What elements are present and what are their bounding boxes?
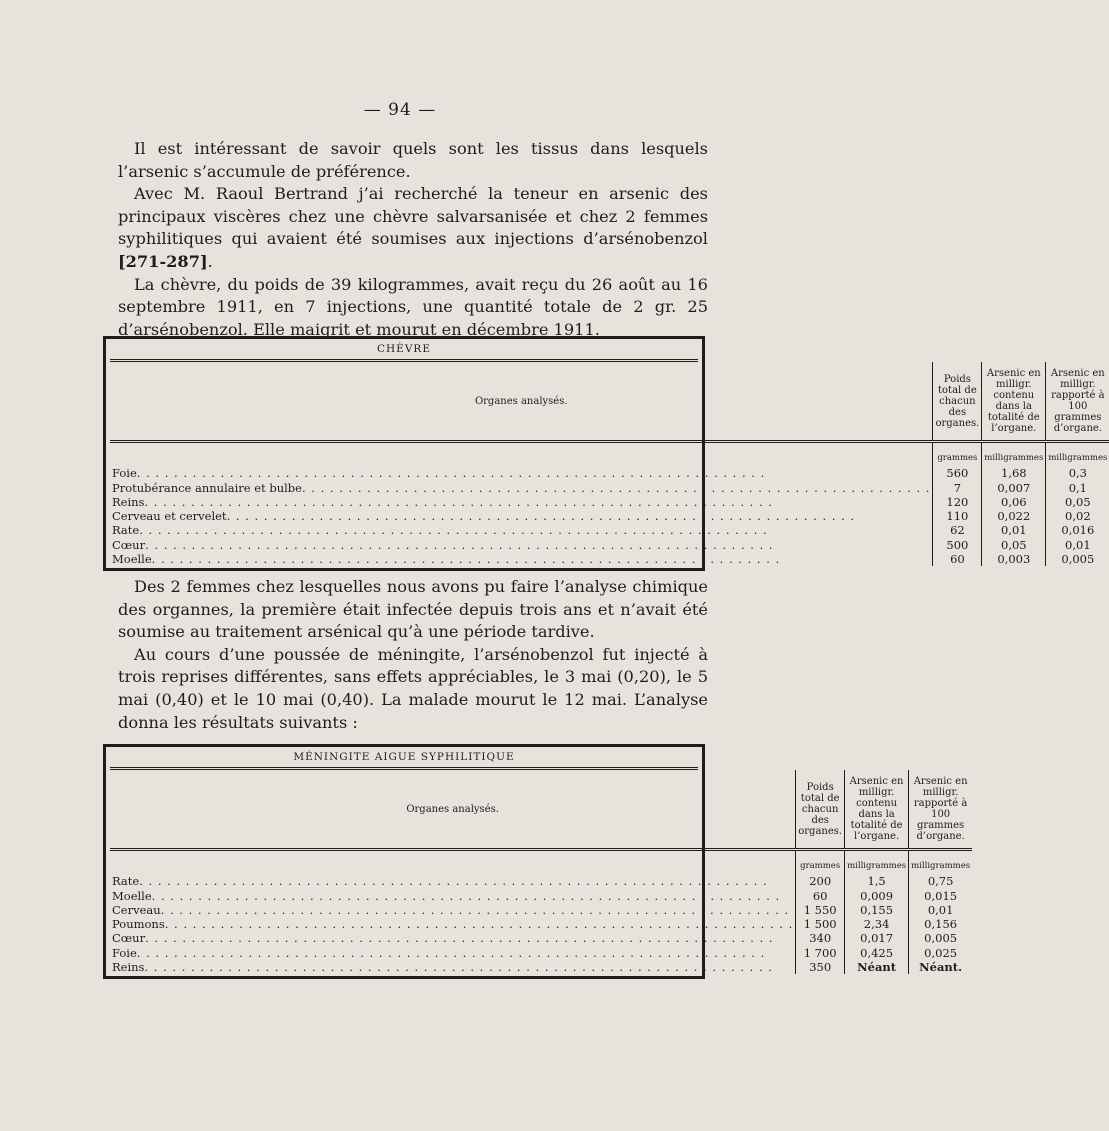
cell-arsenic-total: 0,05 <box>982 538 1046 552</box>
column-header: Organes analysés. <box>110 770 796 850</box>
organ-name: Cœur <box>112 931 146 946</box>
table-row <box>110 917 972 931</box>
cell-arsenic-total: 0,009 <box>845 889 909 903</box>
organ-name: Reins <box>112 494 145 509</box>
cell-arsenic-per-100g: 0,75 <box>909 874 973 888</box>
unit-label: milligrammes <box>845 850 909 875</box>
column-header: Arsenic en milligr. contenu dans la totalité de l’organe. <box>982 362 1046 442</box>
cell-arsenic-total: 1,5 <box>845 874 909 888</box>
cell-arsenic-per-100g: 0,016 <box>1046 523 1109 537</box>
organ-name: Poumons <box>112 917 165 932</box>
unit-label: milligrammes <box>1046 442 1109 467</box>
cell-arsenic-total: 0,003 <box>982 552 1046 566</box>
cell-arsenic-per-100g: 0,3 <box>1046 466 1109 480</box>
page-number: — 94 — <box>363 100 437 120</box>
organ-name: Cœur <box>112 537 146 552</box>
cell-weight: 120 <box>933 495 982 509</box>
table-row <box>110 466 1109 480</box>
organ-name: Cerveau <box>112 902 161 917</box>
paragraph-2-text: Avec M. Raoul Bertrand j’ai recherché la teneur en arsenic des principaux viscères chez une chèvre salvarsanisée et chez 2 femmes syphilitiques qui avaient été soumises aux injections d’arsénobenzol <box>118 184 708 249</box>
reference-citation: [271-287] <box>118 251 208 271</box>
cell-weight: 200 <box>796 874 845 888</box>
organ-name: Rate <box>112 874 140 889</box>
cell-arsenic-per-100g: 0,05 <box>1046 495 1109 509</box>
unit-label: grammes <box>933 442 982 467</box>
table-title: CHÈVRE <box>110 341 698 362</box>
column-header: Arsenic en milligr. contenu dans la totalité de l’organe. <box>845 770 909 850</box>
column-header: Poids total de chacun des organes. <box>796 770 845 850</box>
cell-arsenic-total: 0,155 <box>845 903 909 917</box>
table-row <box>110 874 972 888</box>
table-row <box>110 495 1109 509</box>
cell-arsenic-total: 0,022 <box>982 509 1046 523</box>
unit-label: milligrammes <box>909 850 973 875</box>
paragraph-4: Des 2 femmes chez lesquelles nous avons pu faire l’analyse chimique des organnes, la première était infectée depuis trois ans et n’avait été soumise au traitement arsénical qu’à une période tardive. <box>118 577 708 642</box>
column-header: Arsenic en milligr. rapporté à 100 grammes d’organe. <box>909 770 973 850</box>
unit-label: milligrammes <box>982 442 1046 467</box>
cell-arsenic-per-100g: 0,1 <box>1046 481 1109 495</box>
table-title: MÉNINGITE AIGUE SYPHILITIQUE <box>110 749 698 770</box>
table-row <box>110 931 972 945</box>
cell-weight: 110 <box>933 509 982 523</box>
table-row <box>110 960 972 974</box>
table-row <box>110 903 972 917</box>
organ-name: Cerveau et cervelet <box>112 509 227 524</box>
unit-label: grammes <box>796 850 845 875</box>
cell-weight: 1 550 <box>796 903 845 917</box>
cell-arsenic-total: Néant <box>845 960 909 974</box>
table-row <box>110 889 972 903</box>
cell-arsenic-total: 0,017 <box>845 931 909 945</box>
organ-name: Protubérance annulaire et bulbe <box>112 480 302 495</box>
cell-weight: 62 <box>933 523 982 537</box>
intro-text <box>118 138 708 341</box>
organ-name: Rate <box>112 523 140 538</box>
cell-arsenic-total: 0,01 <box>982 523 1046 537</box>
cell-arsenic-per-100g: 0,005 <box>909 931 973 945</box>
cell-weight: 60 <box>796 889 845 903</box>
cell-arsenic-per-100g: Néant. <box>909 960 973 974</box>
cell-arsenic-total: 1,68 <box>982 466 1046 480</box>
column-header: Poids total de chacun des organes. <box>933 362 982 442</box>
organ-name: Moelle <box>112 552 152 567</box>
cell-weight: 1 700 <box>796 946 845 960</box>
table-row <box>110 946 972 960</box>
cell-arsenic-per-100g: 0,156 <box>909 917 973 931</box>
cell-weight: 340 <box>796 931 845 945</box>
table-row <box>110 523 1109 537</box>
organ-name: Foie <box>112 466 137 481</box>
column-header: Organes analysés. <box>110 362 933 442</box>
cell-weight: 560 <box>933 466 982 480</box>
paragraph-5: Au cours d’une poussée de méningite, l’arsénobenzol fut injecté à trois reprises différentes, sans effets appréciables, le 3 mai (0,20), le 5 mai (0,40) et le 10 mai (0,40). La malade mourut le 12 mai. L’analyse donna les résultats suivants : <box>118 644 708 732</box>
cell-arsenic-total: 2,34 <box>845 917 909 931</box>
cell-weight: 7 <box>933 481 982 495</box>
table-row <box>110 538 1109 552</box>
paragraph-3: La chèvre, du poids de 39 kilogrammes, avait reçu du 26 août au 16 septembre 1911, en 7 injections, une quantité totale de 2 gr. 25 d’arsénobenzol. Elle maigrit et mourut en décembre 1911. <box>118 274 708 339</box>
organ-name: Foie <box>112 945 137 960</box>
table-row <box>110 509 1109 523</box>
table-row <box>110 552 1109 566</box>
table-meningite <box>103 744 971 979</box>
column-header: Arsenic en milligr. rapporté à 100 grammes d’organe. <box>1046 362 1109 442</box>
cell-arsenic-per-100g: 0,025 <box>909 946 973 960</box>
paragraph-2-end: . <box>207 251 213 271</box>
cell-arsenic-total: 0,06 <box>982 495 1046 509</box>
cell-arsenic-per-100g: 0,015 <box>909 889 973 903</box>
middle-text <box>118 576 708 734</box>
cell-weight: 1 500 <box>796 917 845 931</box>
cell-arsenic-per-100g: 0,02 <box>1046 509 1109 523</box>
cell-weight: 350 <box>796 960 845 974</box>
paragraph-1: Il est intéressant de savoir quels sont les tissus dans lesquels l’arsenic s’accumule de préférence. <box>118 139 708 181</box>
organ-name: Moelle <box>112 888 152 903</box>
table-chevre <box>103 336 1108 571</box>
cell-arsenic-per-100g: 0,01 <box>1046 538 1109 552</box>
cell-arsenic-per-100g: 0,01 <box>909 903 973 917</box>
cell-arsenic-total: 0,425 <box>845 946 909 960</box>
cell-weight: 500 <box>933 538 982 552</box>
cell-weight: 60 <box>933 552 982 566</box>
table-row <box>110 481 1109 495</box>
paragraph-2 <box>118 183 708 273</box>
organ-name: Reins <box>112 960 145 975</box>
cell-arsenic-per-100g: 0,005 <box>1046 552 1109 566</box>
cell-arsenic-total: 0,007 <box>982 481 1046 495</box>
